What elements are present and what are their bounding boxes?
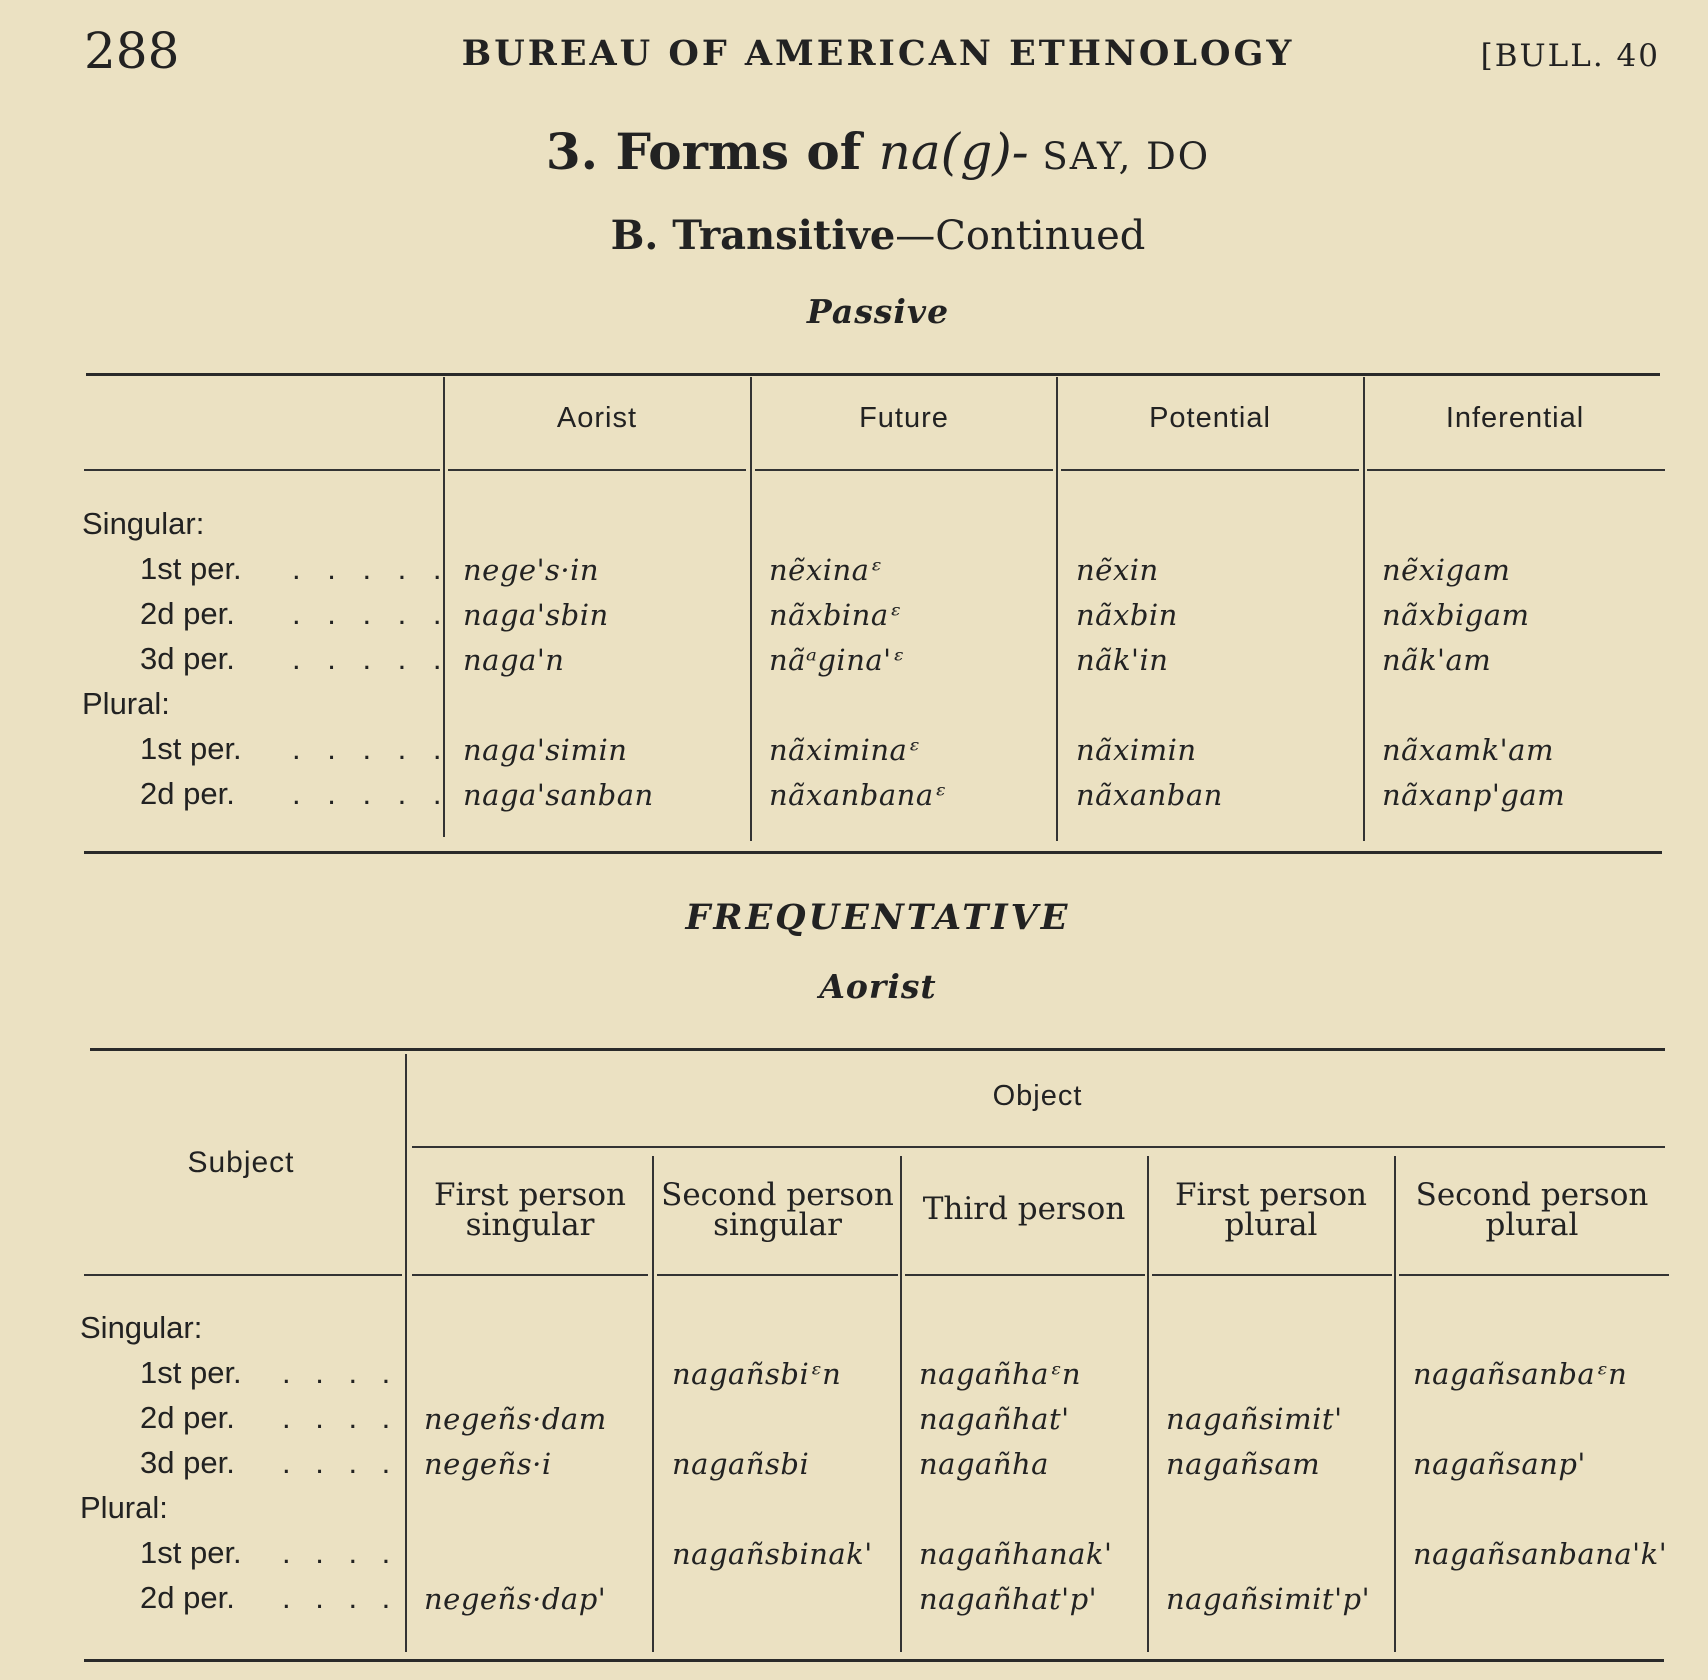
leader-dots: . . . . . bbox=[292, 641, 451, 676]
column-divider bbox=[750, 377, 752, 841]
column-header: Potential bbox=[1149, 402, 1271, 434]
table-cell: nãxbigam bbox=[1382, 598, 1530, 632]
group-label: Plural: bbox=[82, 686, 170, 721]
table-cell: nãk'in bbox=[1076, 643, 1169, 677]
row-label: 3d per. bbox=[140, 1445, 235, 1480]
table-rule bbox=[84, 851, 1662, 854]
leader-dots: . . . . . bbox=[292, 596, 451, 631]
column-header: Future bbox=[859, 402, 949, 434]
table-cell: nege's·in bbox=[463, 553, 600, 587]
table-cell: nagañsam bbox=[1166, 1447, 1321, 1481]
subject-header: Subject bbox=[187, 1146, 295, 1179]
table-cell: negeñs·dam bbox=[424, 1402, 607, 1436]
frequentative-heading: FREQUENTATIVE bbox=[685, 897, 1071, 938]
table-cell: naga'sbin bbox=[463, 598, 609, 632]
leader-dots: . . . . bbox=[282, 1445, 399, 1480]
leader-dots: . . . . . bbox=[292, 776, 451, 811]
leader-dots: . . . . bbox=[282, 1355, 399, 1390]
row-label: 2d per. bbox=[140, 596, 235, 631]
aorist-heading: Aorist bbox=[819, 967, 937, 1006]
table-cell: nãxanp'gam bbox=[1382, 778, 1566, 812]
table-cell: naga'simin bbox=[463, 733, 628, 767]
table-rule bbox=[755, 469, 1053, 471]
table-cell: nẽxin bbox=[1076, 553, 1159, 587]
column-header: First person plural bbox=[1174, 1177, 1367, 1243]
table-cell: nãxbinaᵋ bbox=[769, 598, 902, 632]
leader-dots: . . . . . bbox=[292, 731, 451, 766]
table-cell: nagañsbinak' bbox=[672, 1537, 873, 1571]
table-cell: nagañsbi bbox=[672, 1447, 810, 1481]
table-cell: nẽxinaᵋ bbox=[769, 553, 883, 587]
bulletin-number: [BULL. 40 bbox=[1480, 38, 1660, 74]
group-label: Singular: bbox=[80, 1310, 203, 1345]
table-cell: nagañhaᵋn bbox=[919, 1357, 1082, 1391]
table-cell: nagañsimit'p' bbox=[1166, 1582, 1371, 1616]
column-divider bbox=[652, 1156, 654, 1652]
table-rule bbox=[1061, 469, 1359, 471]
row-label: 1st per. bbox=[140, 1355, 242, 1390]
column-divider bbox=[900, 1156, 902, 1652]
leader-dots: . . . . bbox=[282, 1580, 399, 1615]
table-rule bbox=[84, 1659, 1664, 1662]
column-header: Second person plural bbox=[1415, 1177, 1649, 1243]
running-head: BUREAU OF AMERICAN ETHNOLOGY bbox=[461, 33, 1295, 74]
title-prefix: 3. Forms of bbox=[545, 122, 879, 181]
table-rule bbox=[412, 1274, 648, 1276]
subtitle-bold: B. Transitive bbox=[610, 212, 896, 259]
table-rule bbox=[84, 1274, 402, 1276]
column-header: Second person singular bbox=[661, 1177, 894, 1243]
table-cell: nãxanban bbox=[1076, 778, 1223, 812]
table-cell: nagañhat'p' bbox=[919, 1582, 1098, 1616]
row-label: 1st per. bbox=[140, 731, 242, 766]
table-cell: nagañhat' bbox=[919, 1402, 1070, 1436]
table-rule bbox=[1152, 1274, 1392, 1276]
table-rule bbox=[86, 373, 1660, 376]
table-cell: negeñs·i bbox=[424, 1447, 552, 1481]
table-rule bbox=[412, 1146, 1665, 1148]
row-label: 1st per. bbox=[140, 1535, 242, 1570]
row-label: 3d per. bbox=[140, 641, 235, 676]
column-header: Aorist bbox=[556, 402, 638, 434]
table-cell: negeñs·dap' bbox=[424, 1582, 607, 1616]
passive-heading: Passive bbox=[806, 292, 950, 331]
group-label: Singular: bbox=[82, 506, 205, 541]
table-rule bbox=[1367, 469, 1665, 471]
title-stem: na(g)- bbox=[878, 123, 1029, 181]
column-header: Inferential bbox=[1445, 402, 1585, 434]
table-cell: naga'n bbox=[463, 643, 565, 677]
table-rule bbox=[1399, 1274, 1669, 1276]
table-cell: nãk'am bbox=[1382, 643, 1492, 677]
table-cell: nãximin bbox=[1076, 733, 1197, 767]
table-cell: nãᵃgina'ᵋ bbox=[769, 643, 905, 677]
column-divider bbox=[1056, 377, 1058, 841]
section-title bbox=[0, 122, 1708, 181]
column-header: Third person bbox=[922, 1191, 1126, 1227]
table-cell: nẽxigam bbox=[1382, 553, 1511, 587]
column-divider bbox=[405, 1054, 407, 1652]
row-label: 2d per. bbox=[140, 1400, 235, 1435]
column-divider bbox=[1147, 1156, 1149, 1652]
table-rule bbox=[84, 469, 440, 471]
table-cell: nãximinaᵋ bbox=[769, 733, 921, 767]
group-label: Plural: bbox=[80, 1490, 168, 1525]
table-rule bbox=[905, 1274, 1145, 1276]
table-cell: nagañsanbana'k' bbox=[1413, 1537, 1668, 1571]
page-number: 288 bbox=[84, 22, 180, 80]
subtitle-rest: —Continued bbox=[895, 213, 1146, 259]
table-cell: nãxbin bbox=[1076, 598, 1178, 632]
leader-dots: . . . . bbox=[282, 1535, 399, 1570]
table-cell: nagañsanp' bbox=[1413, 1447, 1586, 1481]
table-cell: nagañsanbaᵋn bbox=[1413, 1357, 1628, 1391]
table-cell: nãxanbanaᵋ bbox=[769, 778, 947, 812]
table-cell: naga'sanban bbox=[463, 778, 654, 812]
table-rule bbox=[448, 469, 746, 471]
table-cell: nagañsbiᵋn bbox=[672, 1357, 842, 1391]
leader-dots: . . . . bbox=[282, 1400, 399, 1435]
row-label: 1st per. bbox=[140, 551, 242, 586]
column-divider bbox=[1394, 1156, 1396, 1652]
object-header: Object bbox=[992, 1080, 1083, 1112]
table-rule bbox=[657, 1274, 898, 1276]
table-cell: nagañha bbox=[919, 1447, 1049, 1481]
table-rule bbox=[90, 1048, 1665, 1051]
leader-dots: . . . . . bbox=[292, 551, 451, 586]
section-subtitle bbox=[0, 212, 1708, 259]
column-divider bbox=[1363, 377, 1365, 841]
table-cell: nãxamk'am bbox=[1382, 733, 1554, 767]
title-gloss: SAY, DO bbox=[1028, 135, 1211, 178]
table-cell: nagañsimit' bbox=[1166, 1402, 1343, 1436]
column-header: First person singular bbox=[433, 1177, 626, 1243]
row-label: 2d per. bbox=[140, 1580, 235, 1615]
table-cell: nagañhanak' bbox=[919, 1537, 1113, 1571]
row-label: 2d per. bbox=[140, 776, 235, 811]
